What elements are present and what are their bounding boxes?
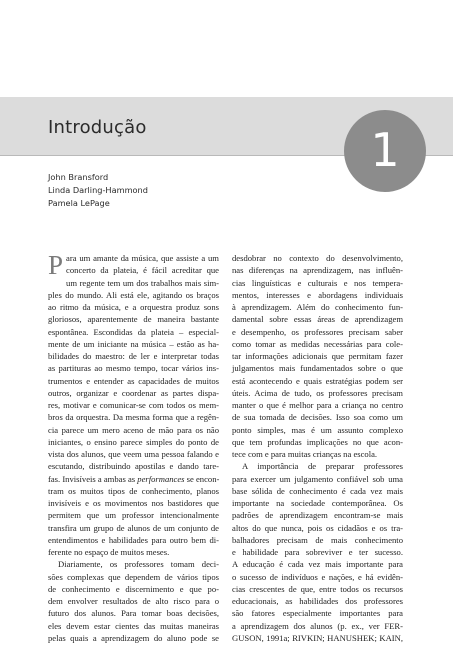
text-line: concerto da plateia, é fácil acreditar que — [66, 265, 219, 276]
text-line: as partituras ao mesmo tempo, tocar vários ins- — [48, 363, 219, 374]
chapter-number-badge — [344, 110, 426, 192]
text-line: cia parece um mero aceno de mão para os não — [48, 424, 219, 435]
text-line: eles devem estar cientes das muitas maneiras — [48, 620, 219, 631]
author-name: John Bransford — [48, 172, 109, 182]
text-line: tece com e para muitas crianças na escola. — [232, 449, 378, 459]
text-line: para exercer um julgamento confiável sob uma — [232, 473, 403, 484]
text-line: A educação é cada vez mais importante para — [232, 559, 403, 570]
author-list — [48, 171, 148, 210]
text-line: damental sobre essas áreas de aprendizagem — [232, 314, 403, 325]
text-line: transfira um grupo de alunos de um conjunto de — [48, 522, 219, 533]
text-line: dem envolver resultados de alto risco para o — [48, 596, 219, 606]
text-line: ferente no espaço de muitos meses. — [48, 547, 170, 557]
text-line: res, motivar e comunicar-se com todos os mem- — [48, 400, 219, 410]
text-line: são fatores especialmente importantes para — [232, 608, 403, 619]
text-line: espontânea. Escondidas da plateia – especial- — [48, 326, 219, 337]
text-line: desdobrar no contexto do desenvolvimento, — [232, 253, 403, 263]
text-line: outros, organizar e coordenar as partes dispa- — [48, 387, 219, 398]
author-name: Pamela LePage — [48, 198, 110, 208]
text-line: cias crescentes de que, entre todos os recursos — [232, 583, 403, 594]
text-line: nas diferenças na aprendizagem, nas influên- — [232, 265, 403, 276]
emphasis-text: performances — [137, 473, 185, 484]
body-column-left — [48, 252, 219, 644]
chapter-title: Introdução — [48, 117, 147, 138]
text-line: está acontecendo e quais estratégias podem ser — [232, 375, 403, 386]
text-line: balhadores precisam de mais conhecimento — [232, 534, 403, 545]
text-line: o sucesso de indivíduos e nações, e há evidên- — [232, 571, 403, 582]
chapter-number: 1 — [370, 123, 400, 177]
text-line: e desempenho, os professores precisam saber — [232, 326, 403, 337]
text-line: vista dos alunos, que veem uma pessoa falando e — [48, 449, 219, 459]
text-line: padrões de aprendizagem encontram-se mais — [232, 510, 403, 521]
author-name: Linda Darling-Hammond — [48, 185, 148, 195]
text-line: A importância de preparar professores — [242, 461, 403, 472]
text-line: manter o que é melhor para a criança no centro — [232, 400, 403, 410]
text-line: invisíveis e os movimentos nos bastidores que — [48, 498, 219, 508]
text-line: à aprendizagem. Além do conhecimento fun- — [232, 302, 403, 312]
text-line: e habilidade para sobreviver e ter sucesso. — [232, 547, 403, 557]
text-line: entendimentos e habilidades para outro bem di- — [48, 534, 219, 545]
text-line: iniciantes, o ensino parece simples do ponto de — [48, 436, 219, 447]
text-line: escutando, distribuindo apostilas e dando tare- — [48, 461, 219, 472]
text-line: permitem que um professor intencionalmente — [48, 510, 219, 521]
text-line: como tomar as medidas necessárias para cole- — [232, 338, 403, 349]
text-line: GUSON, 1991a; RIVKIN; HANUSHEK; KAIN, — [232, 632, 403, 643]
text-line: educacionais, as habilidades dos professores — [232, 596, 403, 606]
text-line: de conhecimento e discernimento e que po- — [48, 583, 219, 594]
text-line: bilidades do maestro: de ler e interpretar todas — [48, 351, 219, 361]
text-line: de sua tomada de decisões. Isso soa como um — [232, 412, 403, 423]
text-line: bros da orquestra. Da mesma forma que a regên- — [48, 412, 219, 423]
text-line: ara um amante da música, que assiste a um — [66, 253, 219, 263]
text-line: tram os muitos tipos de conhecimento, planos — [48, 485, 219, 496]
text-line: sões complexas que dependem de vários tipos — [48, 571, 219, 582]
text-line: a aprendizagem dos alunos (p. ex., ver FER- — [232, 620, 403, 631]
text-line: fas. Invisíveis a ambas as performances se encon- — [48, 473, 220, 484]
text-line: que tem profundas implicações no que acon- — [232, 436, 403, 447]
text-line: pelas quais a aprendizagem do aluno pode se — [48, 632, 219, 643]
text-line: ponto simples, mas é um assunto complexo — [232, 424, 403, 435]
body-column-right — [232, 252, 403, 644]
text-line: Diariamente, os professores tomam deci- — [58, 559, 219, 570]
text-line: um regente tem um dos trabalhos mais sim- — [66, 277, 219, 288]
text-line: mentos, interesses e abordagens individuais — [232, 289, 403, 300]
text-line: trumentos e entender as capacidades de muitos — [48, 375, 219, 386]
text-line: julgamentos mais fundamentados sobre o que — [232, 363, 403, 374]
text-line: ples do mundo. Ali está ele, agitando os braços — [48, 289, 219, 300]
text-line: base sólida de conhecimento é cada vez mais — [232, 485, 403, 496]
text-line: ao ritmo da música, e a orquestra produz sons — [48, 302, 219, 312]
text-line: importante na sociedade contemporânea. Os — [232, 498, 403, 508]
text-line: mente de um iniciante na música – estão as ha- — [48, 338, 219, 349]
text-line: tar informações adicionais que permitam fazer — [232, 351, 403, 361]
text-line: futuro dos alunos. Para tomar boas decisões, — [48, 608, 219, 619]
text-line: úteis. Acima de tudo, os professores precisam — [232, 387, 403, 398]
drop-cap: P — [48, 250, 64, 280]
text-line: gloriosos, aparentemente de maneira bastante — [48, 314, 219, 325]
text-line: altos do que nunca, pois os cidadãos e os tra- — [232, 522, 403, 533]
text-line: cias linguísticas e culturais e nos tempera- — [232, 277, 403, 288]
